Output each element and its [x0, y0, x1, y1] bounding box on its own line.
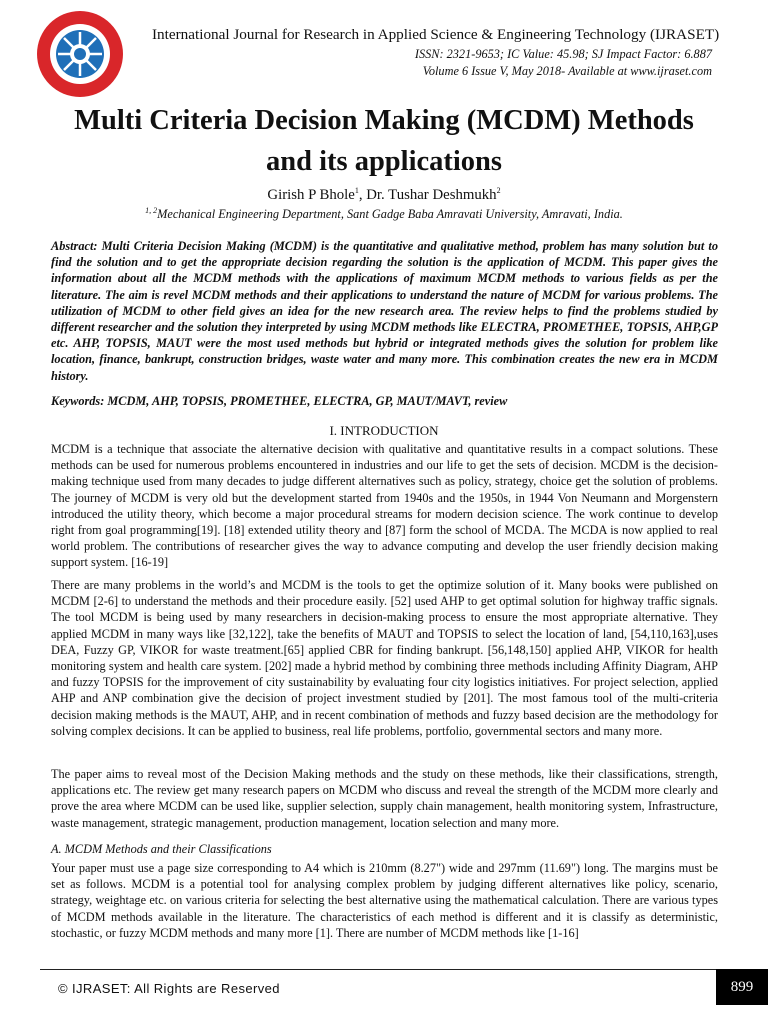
footer-divider — [40, 969, 716, 970]
section-heading-introduction: I. INTRODUCTION — [329, 423, 439, 438]
paragraph-3: The paper aims to reveal most of the Decision Making methods and the study on these methods, like their classifications, strength, applications etc. The review get many research papers on MCDM who discuss and reveal the strength of the MCDM more clearly and prove the area where MCDM can be used like, supplier selection, supply chain management, health monitoring system, Infrastructure, waste management, strategic management, production management, location selection and many more. — [51, 767, 718, 830]
journal-issn: ISSN: 2321-9653; IC Value: 45.98; SJ Impact Factor: 6.887 — [414, 47, 712, 61]
ijraset-logo-icon — [36, 10, 124, 98]
paper-title-line2: and its applications — [266, 146, 502, 177]
journal-volume: Volume 6 Issue V, May 2018- Available at www.ijraset.com — [422, 64, 712, 78]
subsection-heading: A. MCDM Methods and their Classifications — [51, 842, 272, 856]
paper-title-line1: Multi Criteria Decision Making (MCDM) Methods — [74, 105, 694, 136]
author-2-sup: 2 — [496, 186, 501, 195]
footer-copyright: © IJRASET: All Rights are Reserved — [58, 981, 280, 996]
authors — [0, 186, 768, 204]
paragraph-2: There are many problems in the world’s and MCDM is the tools to get the optimize solution of it. Many books were published on MCDM [2-6] to understand the methods and their procedure easily. [52] used AHP to get optimal solution for highway traffic signals. The tool MCDM is being used by many researchers in decision-making process to ensure the most appropriate alternative. They applied MCDM in many ways like [32,122], take the benefits of MAUT and TOPSIS to select the location of land, [54,110,163],uses DEA, Fuzzy GP, VIKOR for waste treatment.[65] applied CBR for finding bankrupt. [56,148,150] applied AHP, VIKOR for health monitoring system and health care system. [202] made a hybrid method by combining three methods including Affinity Diagram, AHP and fuzzy TOPSIS for the improvement of city sustainability by evaluating four city logistics initiatives. For project selection, applied AHP and ANP combination give the decision of project investment studied by [201]. The most famous tool of the multi-criteria decision making methods is the MAUT, AHP, and in recent combination of methods and fuzzy based decision are the methodology for solving complex decisions. It can be applied to business, real life problems, portfolio, governmental sectors and many more. — [51, 578, 718, 738]
affiliation — [0, 206, 768, 222]
abstract: Abstract: Multi Criteria Decision Making (MCDM) is the quantitative and qualitative method, problem has many solution but to find the solution and to get the appropriate decision regarding the solution is the application of MCDM. This paper gives the information about all the MCDM methods with the applications of maximum MCDM methods to various fields as per the literature. The aim is revel MCDM methods and their applications to understand the nature of MCDM for various problems. The utilization of MCDM to other field gives an idea for the new research area. The review helps to find the problems studied by different researcher and the solution they interpreted by using MCDM methods like ELECTRA, PROMETHEE, TOPSIS, AHP,GP etc. AHP, TOPSIS, MAUT were the most used methods but hybrid or integrated methods gives the solution for problem like location, finance, bankrupt, construction bridges, waste water and many more. This combination creates the new era in MCDM history. — [51, 239, 718, 383]
author-2: , Dr. Tushar Deshmukh — [358, 186, 497, 203]
author-1: Girish P Bhole — [267, 186, 355, 203]
keywords: Keywords: MCDM, AHP, TOPSIS, PROMETHEE, ELECTRA, GP, MAUT/MAVT, review — [51, 394, 508, 408]
paper-title — [40, 100, 728, 182]
affiliation-sup: 1, 2 — [145, 206, 158, 215]
affiliation-text: Mechanical Engineering Department, Sant Gadge Baba Amravati University, Amravati, India. — [157, 207, 623, 222]
author-1-sup: 1 — [354, 186, 359, 195]
journal-name: International Journal for Research in Applied Science & Engineering Technology (IJRASET) — [152, 26, 720, 43]
paragraph-1: MCDM is a technique that associate the alternative decision with qualitative and quantitative results in a compact solutions. These methods can be used for numerous problems encountered in industries and our life to get the sets of decision. MCDM is the decision-making technique used from many decades to judge different alternatives such as policy, strategy, choice get the solution of problems. The journey of MCDM is very old but the development started from 1940s and the 1950s, in 1944 Von Neumann and Morgenstern introduced the utility theory, which become a major procedural streams for modern decision science. The work continue to develop right from goal programming[19]. [18] extended utility theory and [87] form the school of MCDA. The MCDA is now applied to real world problem. The contributions of researcher gives the way to advance computing and develop the user friendly decision making support system. [16-19] — [51, 442, 718, 570]
page-number: 899 — [716, 969, 768, 1005]
paragraph-4: Your paper must use a page size corresponding to A4 which is 210mm (8.27") wide and 297mm (11.69") long. The margins must be set as follows. MCDM is a potential tool for analysing complex problem by judging different alternatives like policy, scenario, strategy, weightage etc. on various criteria for selecting the best alternative using the mathematical calculation. There are various types of MCDM methods available in the literature. The characteristics of each method is different and it is classify as deterministic, stochastic, or fuzzy MCDM methods and many more [1]. There are number of MCDM methods like [1-16] — [51, 861, 718, 940]
